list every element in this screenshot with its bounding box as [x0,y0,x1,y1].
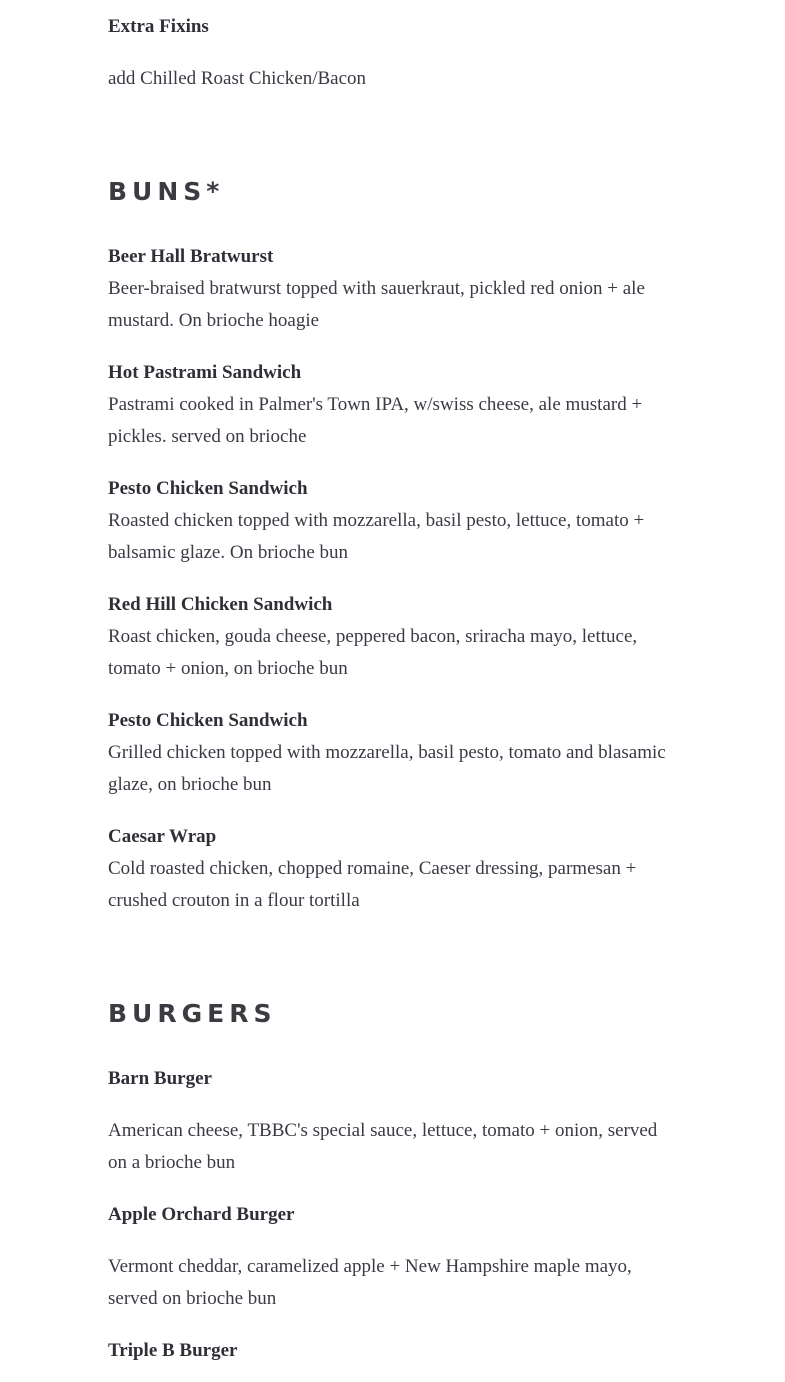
fixins-title: Extra Fixins [108,16,209,37]
item-name: Barn Burger [108,1068,212,1089]
item-name: Red Hill Chicken Sandwich [108,594,333,615]
item-description: Roast chicken, gouda cheese, peppered bacon, sriracha mayo, lettuce, tomato + onion, on brioche bun [108,626,638,679]
section-title-buns: BUNS* [108,177,225,206]
item-name: Triple B Burger [108,1340,238,1361]
item-description: Pastrami cooked in Palmer's Town IPA, w/swiss cheese, ale mustard + pickles. served on brioche [108,394,643,447]
menu-item [108,241,678,337]
item-name: Pesto Chicken Sandwich [108,710,308,731]
item-description: Cold roasted chicken, chopped romaine, Caeser dressing, parmesan + crushed crouton in a flour tortilla [108,858,637,911]
item-name: Apple Orchard Burger [108,1204,295,1225]
item-description: Roasted chicken topped with mozzarella, basil pesto, lettuce, tomato + balsamic glaze. On brioche bun [108,510,645,563]
item-name: Caesar Wrap [108,826,217,847]
item-name: Hot Pastrami Sandwich [108,362,302,383]
fixins-description: add Chilled Roast Chicken/Bacon [108,68,367,89]
menu-item [108,589,678,685]
item-name: Beer Hall Bratwurst [108,246,274,267]
item-name: Pesto Chicken Sandwich [108,478,308,499]
menu-item [108,473,678,569]
item-description: American cheese, TBBC's special sauce, lettuce, tomato + onion, served on a brioche bun [108,1120,658,1173]
item-description: Vermont cheddar, caramelized apple + New Hampshire maple mayo, served on brioche bun [108,1256,632,1309]
menu-item [108,821,678,917]
menu-item [108,357,678,453]
menu-item [108,705,678,801]
section-title-burgers: BURGERS [108,999,277,1028]
item-description: Beer-braised bratwurst topped with sauerkraut, pickled red onion + ale mustard. On brioche hoagie [108,278,645,331]
item-description: Grilled chicken topped with mozzarella, basil pesto, tomato and blasamic glaze, on brioche bun [108,742,666,795]
